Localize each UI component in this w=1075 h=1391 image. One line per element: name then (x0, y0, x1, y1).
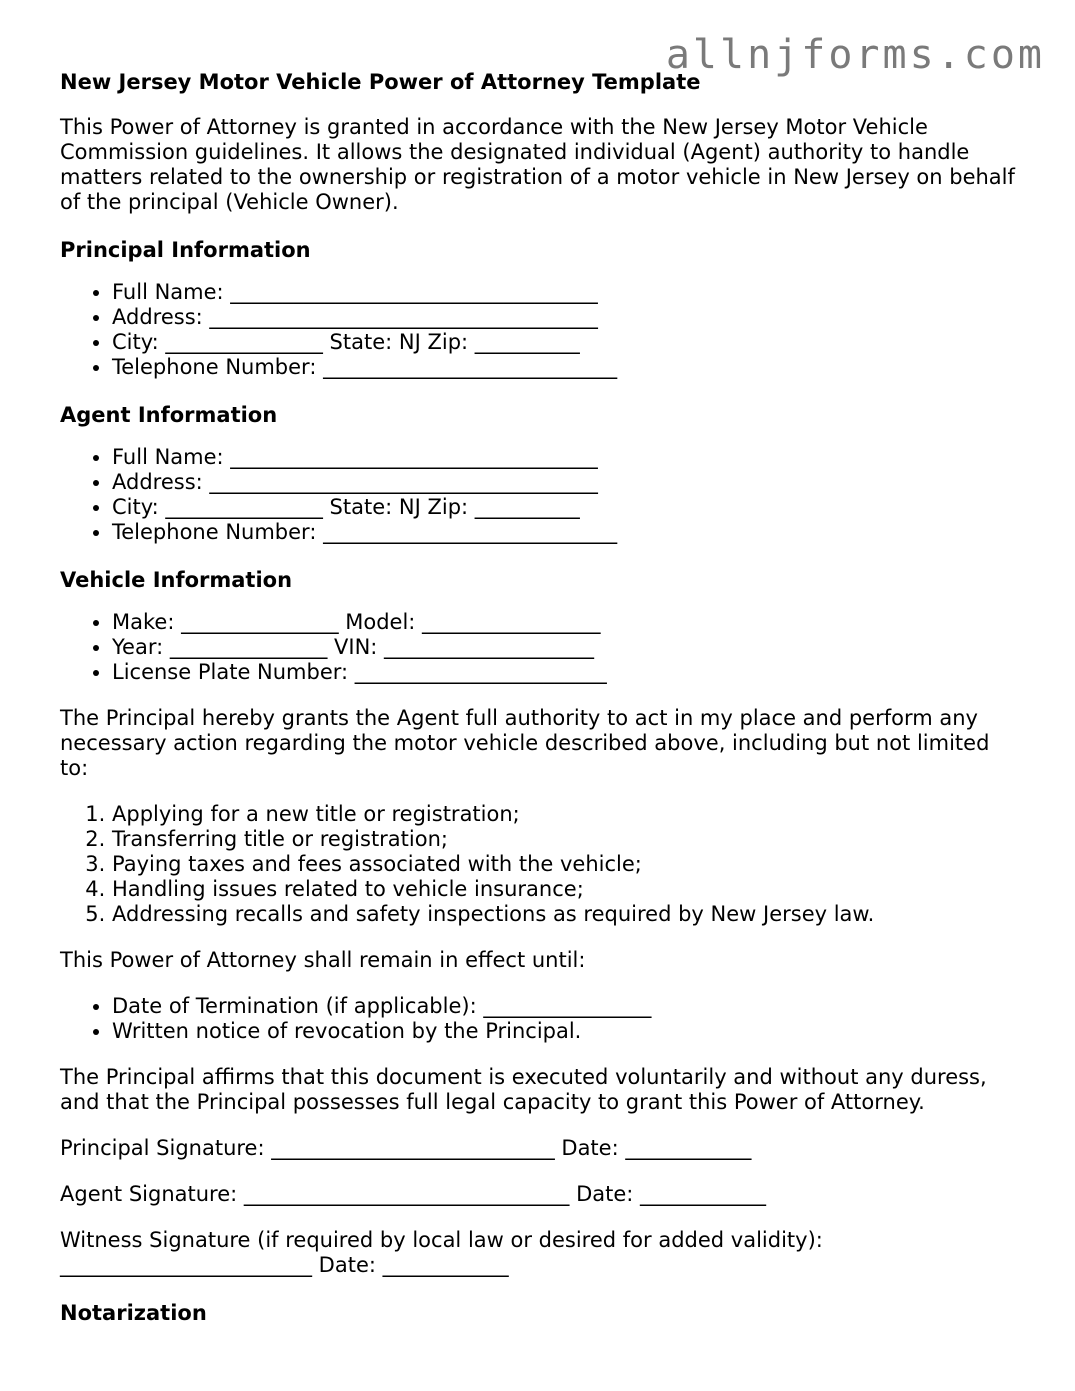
agent-heading: Agent Information (60, 403, 278, 427)
document-page (60, 68, 1020, 1343)
effect-paragraph: This Power of Attorney shall remain in effect until: (60, 948, 586, 972)
vehicle-heading: Vehicle Information (60, 568, 293, 592)
agent-fields (60, 445, 1020, 545)
agent-signature-line[interactable]: Agent Signature: _______________________________ Date: ____________ (60, 1182, 767, 1206)
witness-signature-block[interactable] (60, 1228, 1020, 1278)
principal-heading: Principal Information (60, 238, 311, 262)
vehicle-year-vin-field[interactable]: • Year: _______________ VIN: ____________________ (112, 635, 1020, 660)
list-item: 1. Applying for a new title or registration; (112, 802, 1020, 827)
list-item: 2. Transferring title or registration; (112, 827, 1020, 852)
list-item: 4. Handling issues related to vehicle insurance; (112, 877, 1020, 902)
witness-signature-label: Witness Signature (if required by local law or desired for added validity): (60, 1228, 823, 1252)
termination-date-field[interactable]: • Date of Termination (if applicable): ________________ (112, 994, 1020, 1019)
grant-paragraph: The Principal hereby grants the Agent full authority to act in my place and perform any necessary action regarding the motor vehicle described above, including but not limited to: (60, 706, 990, 780)
list-item: 3. Paying taxes and fees associated with the vehicle; (112, 852, 1020, 877)
effect-list (60, 994, 1020, 1044)
principal-telephone-field[interactable]: • Telephone Number: ____________________________ (112, 355, 1020, 380)
agent-telephone-field[interactable]: • Telephone Number: ____________________________ (112, 520, 1020, 545)
notarization-heading: Notarization (60, 1301, 207, 1325)
actions-list (60, 802, 1020, 927)
principal-city-state-zip-field[interactable]: • City: _______________ State: NJ Zip: __________ (112, 330, 1020, 355)
vehicle-fields (60, 610, 1020, 685)
principal-signature-line[interactable]: Principal Signature: ___________________________ Date: ____________ (60, 1136, 752, 1160)
agent-address-field[interactable]: • Address: _____________________________________ (112, 470, 1020, 495)
document-title: New Jersey Motor Vehicle Power of Attorney Template (60, 70, 701, 94)
principal-full-name-field[interactable]: • Full Name: ___________________________________ (112, 280, 1020, 305)
watermark: allnjforms.com (665, 32, 1045, 78)
affirm-paragraph: The Principal affirms that this document is executed voluntarily and without any duress, and that the Principal possesses full legal capacity to grant this Power of Attorney. (60, 1065, 987, 1114)
witness-signature-line[interactable]: ________________________ Date: ____________ (60, 1253, 509, 1277)
agent-full-name-field[interactable]: • Full Name: ___________________________________ (112, 445, 1020, 470)
vehicle-make-model-field[interactable]: • Make: _______________ Model: _________________ (112, 610, 1020, 635)
agent-city-state-zip-field[interactable]: • City: _______________ State: NJ Zip: __________ (112, 495, 1020, 520)
principal-fields (60, 280, 1020, 380)
principal-address-field[interactable]: • Address: _____________________________________ (112, 305, 1020, 330)
list-item: • Written notice of revocation by the Principal. (112, 1019, 1020, 1044)
vehicle-license-plate-field[interactable]: • License Plate Number: ________________________ (112, 660, 1020, 685)
intro-paragraph: This Power of Attorney is granted in accordance with the New Jersey Motor Vehicle Commission guidelines. It allows the designated individual (Agent) authority to handle matters related to the ownership or registration of a motor vehicle in New Jersey on behalf of the principal (Vehicle Owner). (60, 115, 1015, 214)
list-item: 5. Addressing recalls and safety inspections as required by New Jersey law. (112, 902, 1020, 927)
